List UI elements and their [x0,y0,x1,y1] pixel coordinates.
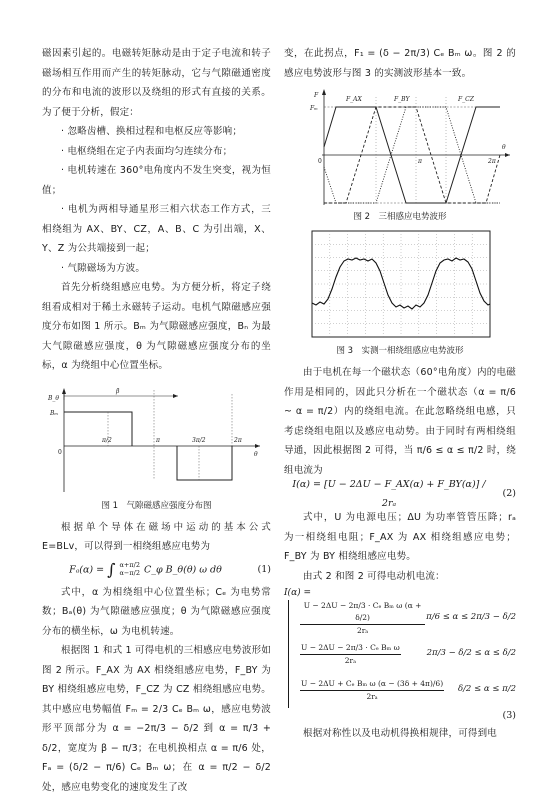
fig1-negative-pulse [177,446,232,480]
eq1-int-lo: α−π/2 [119,569,140,578]
eq1-integrand: C_φ B_θ(θ) ω dθ [143,563,222,575]
eq3-number: (3) [502,710,516,721]
figure-3-measured-waveform [284,229,516,341]
eq1-lhs: Fₐ(α) = [69,563,105,575]
fig2-label-theta: θ [502,144,506,151]
fig2-label-fm: Fₘ [310,105,318,112]
fig1-positive-pulse [64,412,132,446]
eq2-body: I(α) = [U − 2ΔU − F_AX(α) + F_BY(α)] / 2rₐ [292,478,486,509]
assumption-3: · 电机转速在 360°电角度内不发生突变，视为恒值； [42,165,271,196]
fig2-label-f: F [314,92,319,99]
eq3-r3-num: U − 2ΔU + Cₑ Bₘ ω (α − (3δ + 4π)/6) [300,678,444,691]
paragraph-motor-current: 由式 2 和图 2 可得电动机电流： [303,570,445,582]
integral-sign: ∫ [107,559,116,579]
eq3-r1-num: U − 2ΔU − 2π/3 · Cₑ Bₘ ω (α + δ/2) [300,600,425,625]
paragraph-three-phase-emf: 根据图 1 和式 1 可得电机的三相感应电势波形如图 2 所示。F_AX 为 AX 相绕组感应电势，F_BY 为 BY 相绕组感应电势，F_CZ 为 CZ 相绕组感应电势。其中感应电势幅值 Fₘ = 2/3 Cₑ Bₘ ω，感应电势波形平顶部分为 α = −2π/3 − δ/2 到 α = π/3 + δ/2，宽度为 β − π/3；在电机换相点 α = π/6 处，Fₐ = (δ/2 − π/6) Cₑ Bₘ ω；在 α = π/2 − δ/2 处，感应电势变化的速度发生了改 [42,645,271,793]
fig1-label-3pi2: 3π/2 [192,436,206,444]
fig1-label-2pi: 2π [234,436,242,444]
eq1-number: (1) [257,563,271,575]
paragraph-eq2-symbols: 式中，U 为电源电压；ΔU 为功率管管压降；rₐ 为一相绕组电阻；F_AX 为 AX 相绕组感应电势；F_BY 为 BY 相绕组感应电势。 [284,512,516,562]
eq3-case-3 [299,672,516,708]
assumption-5: · 气隙磁场为方波。 [61,262,146,274]
paragraph-symbol-definitions: 式中，α 为相绕组中心位置坐标；Cₑ 为电势常数；Bₐ(θ) 为气隙磁感应强度；θ 为气隙磁感应强度分布的横坐标，ω 为电机转速。 [42,586,271,637]
eq3-r2-range: 2π/3 − δ/2 ≤ α ≤ δ/2 [426,648,516,659]
paragraph-intro: 磁因素引起的。电磁转矩脉动是由于定子电流和转子磁场相互作用而产生的转矩脉动，它与气隙磁通密度的分布和电流的波形以及绕组的形式有直接的关系。为了便于分析，假定： [42,48,271,118]
fig1-label-zero: 0 [58,448,62,456]
eq3-case-2 [299,636,516,672]
fig2-label-pi: π [418,158,422,165]
eq3-r2-den: 2rₐ [344,655,356,665]
figure-1-caption: 图 1 气隙磁感应强度分布图 [101,500,212,511]
fig1-label-pi2: π/2 [102,436,112,444]
fig2-y-arrow [322,89,326,95]
assumption-4: · 电机为两相导通星形三相六状态工作方式，三相绕组为 AX、BY、CZ，A、B、C 为引出端，X、Y、Z 为公共端接到一起； [42,204,271,254]
paragraph-magnetic-state: 由于电机在每一个磁状态（60°电角度）内的电磁作用是相同的，因此只分析在一个磁状态（α = π/6 ~ α = π/2）内的绕组电流。在此忽略绕组电感，只考虑绕组电阻以及感应电动势。由于同时有两相绕组导通，因此根据图 2 可得，当 π/6 ≤ α ≤ π/2 时，绕组电流为 [284,367,516,476]
figure-2-three-phase-emf [284,87,516,207]
fig2-label-zero: 0 [318,158,322,165]
right-column [284,44,516,744]
eq3-r3-den: 2rₐ [366,691,378,701]
figure-2-caption: 图 2 三相感应电势波形 [353,212,447,222]
equation-1 [42,557,271,583]
eq1-int-hi: α+π/2 [119,561,140,570]
equation-2 [284,480,516,508]
paragraph-emf-analysis: 首先分析绕组感应电势。为方便分析，将定子绕组看成相对于稀土永磁转子运动。电机气隙磁感应强度分布如图 1 所示。Bₘ 为气隙磁感应强度，Bₙ 为最大气隙磁感应强度，θ 为气隙磁感应强度分布的坐标，α 为绕组中心位置坐标。 [42,282,271,371]
eq3-r1-den: 2rₐ [356,625,369,635]
left-column [42,44,271,797]
fig2-label-2pi: 2π [488,158,496,165]
assumption-2: · 电枢绕组在定子内表面均匀连续分布； [61,145,233,157]
fig2-label-fcz: F_CZ [458,96,474,103]
paragraph-symmetry: 根据对称性以及电动机得换相规律，可得到电 [303,728,498,739]
fig1-label-theta: θ [254,450,258,458]
fig1-label-b: B_θ [48,394,60,402]
eq3-r1-range: π/6 ≤ α ≤ 2π/3 − δ/2 [426,612,516,623]
eq2-number: (2) [502,488,516,500]
fig1-label-pi: π [156,436,160,444]
eq3-case-1 [299,600,516,636]
eq3-lhs: I(α) = [284,588,312,598]
figure-1-flux-density [42,384,271,496]
figure-3-caption: 图 3 实测一相绕组感应电势波形 [336,346,464,356]
fig2-label-fax: F_AX [346,96,362,103]
paragraph-single-conductor: 根据单个导体在磁场中运动的基本公式 E=BLv，可以得到一相绕组感应电势为 [42,521,271,552]
fig1-x-arrow [255,444,260,448]
eq3-r2-num: U − 2ΔU − 2π/3 · Cₑ Bₘ ω [300,642,401,655]
equation-3-piecewise [288,600,516,708]
fig1-label-bm: Bₘ [50,409,59,417]
fig2-label-fby: F_BY [394,96,410,103]
eq3-r3-range: δ/2 ≤ α ≤ π/2 [457,684,516,695]
fig2-x-arrow [505,153,510,157]
assumption-1: · 忽略齿槽、换相过程和电枢反应等影响； [61,126,243,137]
fig1-label-beta: β [116,387,120,395]
paragraph-inflection: 变，在此拐点，F₁ = (δ − 2π/3) Cₑ Bₘ ω。图 2 的感应电势波形与图 3 的实测波形基本一致。 [284,48,516,79]
fig1-beta-arrowhead [173,394,178,398]
